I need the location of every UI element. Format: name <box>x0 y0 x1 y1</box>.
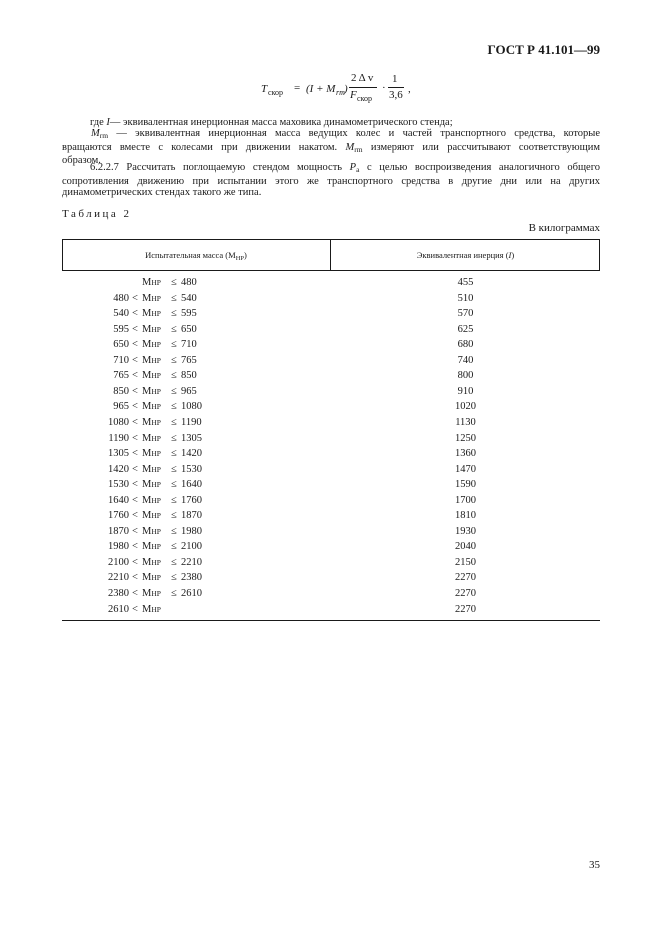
table-row <box>62 401 600 417</box>
less-than-sign: < <box>132 339 138 351</box>
less-equal-sign: ≤ <box>171 339 177 351</box>
inertia-value: 1700 <box>455 494 476 506</box>
lower-bound: 1640 <box>108 494 129 506</box>
upper-bound: 595 <box>181 308 197 320</box>
upper-bound: 1640 <box>181 479 202 491</box>
inertia-value: 2270 <box>455 588 476 599</box>
less-than-sign: < <box>132 370 138 382</box>
inertia-value: 680 <box>457 339 474 351</box>
definition-mrm-symbol2-sub: rm <box>354 144 363 154</box>
table-row <box>62 417 600 433</box>
formula-lhs: T <box>261 83 268 95</box>
less-equal-sign: ≤ <box>171 541 177 553</box>
definition-mrm-line2b: измеряют или рассчитывают соответствующим <box>362 141 600 153</box>
mass-variable: МНР <box>142 277 161 288</box>
upper-bound: 1760 <box>181 494 202 506</box>
mass-variable: МНР <box>142 463 161 475</box>
upper-bound: 965 <box>181 385 197 397</box>
less-equal-sign: ≤ <box>171 323 177 335</box>
definition-i-text: — эквивалентная инерционная масса маховика динамометрического стенда; <box>109 117 453 128</box>
definition-mrm-line3: образом. <box>62 155 101 166</box>
mass-variable: МНР <box>142 603 161 615</box>
lower-bound: 765 <box>113 370 129 382</box>
definition-mrm-symbol: M <box>91 128 100 139</box>
upper-bound: 1980 <box>181 525 202 537</box>
mass-variable: МНР <box>142 510 161 522</box>
mass-variable: МНР <box>142 588 161 599</box>
formula-comma: , <box>408 83 411 95</box>
inertia-value: 2150 <box>455 556 476 568</box>
clause-line2: сопротивления движению при испытании этого же транспортного средства в другие дни или на других <box>62 175 600 187</box>
formula-paren-close: ) <box>344 83 348 95</box>
definition-mrm-line1: — эквивалентная инерционная масса ведущих колес и частей транспортного средства, которые <box>108 128 600 139</box>
clause-symbol-p-sub: a <box>356 165 360 174</box>
definition-mrm-symbol-sub: rm <box>99 131 109 140</box>
formula-paren-sub: rm <box>336 88 345 97</box>
upper-bound: 765 <box>181 354 197 366</box>
formula-num1: 2 Δ v <box>351 72 374 84</box>
upper-bound: 710 <box>181 339 197 351</box>
table-row <box>62 541 600 557</box>
upper-bound: 540 <box>181 292 197 304</box>
formula-num2: 1 <box>392 73 398 85</box>
less-than-sign: < <box>132 572 138 584</box>
lower-bound: 2380 <box>108 588 129 599</box>
less-than-sign: < <box>132 401 138 413</box>
lower-bound: 965 <box>113 401 129 413</box>
clause-line1a: 6.2.2.7 Рассчитать поглощаемую стендом мощность <box>90 162 350 173</box>
lower-bound: 2210 <box>108 572 129 584</box>
inertia-value: 510 <box>457 292 474 304</box>
less-than-sign: < <box>132 308 138 320</box>
upper-bound: 1305 <box>181 432 202 444</box>
inertia-value: 1360 <box>455 448 476 460</box>
less-equal-sign: ≤ <box>171 385 177 397</box>
table-row <box>62 510 600 526</box>
formula-fraction-bar-1 <box>349 87 377 88</box>
lower-bound: 1980 <box>108 541 129 553</box>
less-equal-sign: ≤ <box>171 416 177 428</box>
inertia-value: 1590 <box>455 479 476 491</box>
less-equal-sign: ≤ <box>171 572 177 584</box>
formula-fraction-bar-2 <box>388 87 404 88</box>
mass-variable: МНР <box>142 556 161 568</box>
table-row <box>62 308 600 324</box>
inertia-value: 455 <box>457 277 474 288</box>
definition-mrm-symbol2: M <box>345 141 355 153</box>
table-row <box>62 604 600 620</box>
mass-variable: МНР <box>142 525 161 537</box>
upper-bound: 2610 <box>181 588 202 599</box>
mass-variable: МНР <box>142 479 161 491</box>
less-equal-sign: ≤ <box>171 494 177 506</box>
less-equal-sign: ≤ <box>171 448 177 460</box>
less-than-sign: < <box>132 541 138 553</box>
upper-bound: 850 <box>181 370 197 382</box>
inertia-value: 800 <box>457 370 474 382</box>
less-than-sign: < <box>132 588 138 599</box>
less-equal-sign: ≤ <box>171 432 177 444</box>
mass-variable: МНР <box>142 339 161 351</box>
upper-bound: 2100 <box>181 541 202 553</box>
formula-den1: F <box>350 89 357 101</box>
less-than-sign: < <box>132 479 138 491</box>
clause-line1b: с целью воспроизведения аналогичного общего <box>359 162 600 173</box>
less-than-sign: < <box>132 385 138 397</box>
formula <box>261 72 461 106</box>
mass-variable: МНР <box>142 370 161 382</box>
mass-variable: МНР <box>142 416 161 428</box>
table-row <box>62 464 600 480</box>
inertia-value: 1020 <box>455 401 476 413</box>
table-row <box>62 370 600 386</box>
less-than-sign: < <box>132 292 138 304</box>
lower-bound: 1080 <box>108 416 129 428</box>
definition-i-prefix: где <box>90 117 107 128</box>
mass-variable: МНР <box>142 448 161 460</box>
less-than-sign: < <box>132 556 138 568</box>
inertia-table <box>62 239 600 621</box>
inertia-value: 1130 <box>455 416 476 428</box>
inertia-value: 1810 <box>455 510 476 522</box>
table-row <box>62 339 600 355</box>
less-than-sign: < <box>132 354 138 366</box>
table-row <box>62 526 600 542</box>
inertia-value: 570 <box>457 308 474 320</box>
mass-variable: МНР <box>142 432 161 444</box>
inertia-value: 910 <box>457 385 474 397</box>
unit-note: В килограммах <box>528 222 600 234</box>
table-header-rule <box>62 270 600 271</box>
less-than-sign: < <box>132 416 138 428</box>
lower-bound: 850 <box>113 385 129 397</box>
clause-6-2-2-7 <box>62 162 600 199</box>
upper-bound: 1420 <box>181 448 202 460</box>
lower-bound: 2100 <box>108 556 129 568</box>
less-equal-sign: ≤ <box>171 525 177 537</box>
lower-bound: 1530 <box>108 479 129 491</box>
less-than-sign: < <box>132 525 138 537</box>
lower-bound: 1305 <box>108 448 129 460</box>
upper-bound: 1080 <box>181 401 202 413</box>
inertia-value: 2270 <box>455 603 476 615</box>
document-header: ГОСТ Р 41.101—99 <box>487 42 600 57</box>
less-than-sign: < <box>132 494 138 506</box>
column-header-test-mass: Испытательная масса $(М_{НР})$ <box>145 250 247 262</box>
mass-variable: МНР <box>142 494 161 506</box>
table-row <box>62 386 600 402</box>
table-row <box>62 479 600 495</box>
less-equal-sign: ≤ <box>171 277 177 288</box>
lower-bound: 710 <box>113 354 129 366</box>
clause-symbol-p: P <box>349 162 357 173</box>
lower-bound: 1760 <box>108 510 129 522</box>
mass-variable: МНР <box>142 401 161 413</box>
lower-bound: 1420 <box>108 463 129 475</box>
definition-i <box>62 117 600 129</box>
formula-den2: 3,6 <box>389 89 403 101</box>
table-row <box>62 433 600 449</box>
definition-mrm <box>62 128 600 167</box>
column-header-equivalent-inertia: Эквивалентная инерция (I) <box>416 250 515 260</box>
less-equal-sign: ≤ <box>171 370 177 382</box>
less-than-sign: < <box>132 603 138 615</box>
less-than-sign: < <box>132 510 138 522</box>
lower-bound: 650 <box>113 339 129 351</box>
inertia-value: 1930 <box>455 525 476 537</box>
definition-i-symbol: I <box>106 117 110 128</box>
clause-line3: динамометрических стендах такого же типа. <box>62 187 262 198</box>
mass-variable: МНР <box>142 572 161 584</box>
less-equal-sign: ≤ <box>171 292 177 304</box>
inertia-value: 1470 <box>455 463 476 475</box>
less-than-sign: < <box>132 323 138 335</box>
formula-lhs-sub: скор <box>268 88 284 97</box>
formula-dot: · <box>382 82 386 94</box>
inertia-value: 625 <box>457 323 474 335</box>
upper-bound: 1190 <box>181 416 202 428</box>
table-row <box>62 495 600 511</box>
upper-bound: 650 <box>181 323 197 335</box>
less-equal-sign: ≤ <box>171 479 177 491</box>
formula-den1-sub: скор <box>357 94 373 103</box>
inertia-value: 2040 <box>455 541 476 553</box>
page-number: 35 <box>589 859 600 871</box>
upper-bound: 1530 <box>181 463 202 475</box>
inertia-value: 740 <box>457 354 474 366</box>
definition-mrm-line2a: вращаются вместе с колесами при движении накатом. <box>62 141 346 153</box>
mass-variable: МНР <box>142 292 161 304</box>
less-equal-sign: ≤ <box>171 354 177 366</box>
table-row <box>62 324 600 340</box>
table-label: Таблица 2 <box>62 208 132 220</box>
lower-bound: 2610 <box>108 603 129 615</box>
lower-bound: 480 <box>113 292 129 304</box>
less-than-sign: < <box>132 463 138 475</box>
table-row <box>62 448 600 464</box>
table-row <box>62 572 600 588</box>
lower-bound: 540 <box>113 308 129 320</box>
mass-variable: МНР <box>142 541 161 553</box>
inertia-value: 1250 <box>455 432 476 444</box>
mass-variable: МНР <box>142 385 161 397</box>
upper-bound: 2380 <box>181 572 202 584</box>
mass-variable: МНР <box>142 308 161 320</box>
table-row <box>62 557 600 573</box>
table-row <box>62 277 600 293</box>
lower-bound: 1870 <box>108 525 129 537</box>
less-equal-sign: ≤ <box>171 556 177 568</box>
inertia-value: 2270 <box>455 572 476 584</box>
lower-bound: 1190 <box>108 432 129 444</box>
mass-variable: МНР <box>142 354 161 366</box>
less-equal-sign: ≤ <box>171 510 177 522</box>
upper-bound: 480 <box>181 277 197 288</box>
table-row <box>62 293 600 309</box>
formula-paren: (I + M <box>306 83 336 95</box>
less-equal-sign: ≤ <box>171 401 177 413</box>
table-row <box>62 588 600 604</box>
mass-variable: МНР <box>142 323 161 335</box>
upper-bound: 2210 <box>181 556 202 568</box>
less-than-sign: < <box>132 432 138 444</box>
table-row <box>62 355 600 371</box>
less-equal-sign: ≤ <box>171 308 177 320</box>
less-equal-sign: ≤ <box>171 588 177 599</box>
formula-eq: = <box>294 82 301 94</box>
less-than-sign: < <box>132 448 138 460</box>
upper-bound: 1870 <box>181 510 202 522</box>
less-equal-sign: ≤ <box>171 463 177 475</box>
lower-bound: 595 <box>113 323 129 335</box>
